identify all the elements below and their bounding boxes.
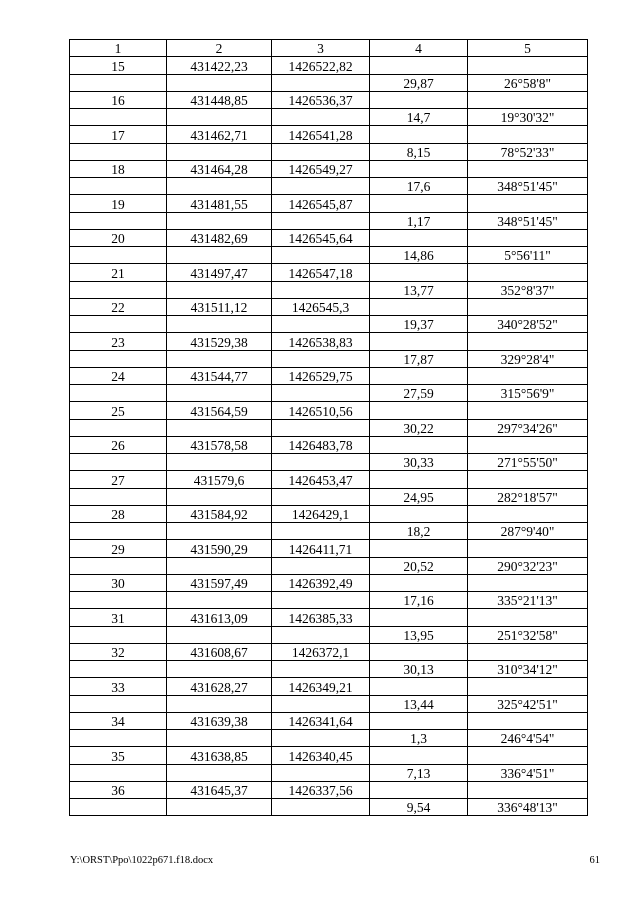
point-number-cell (70, 109, 167, 126)
point-number-cell (70, 799, 167, 816)
x-coordinate-cell: 431544,77 (167, 367, 272, 384)
y-coordinate-cell: 1426340,45 (272, 747, 370, 764)
distance-cell (370, 57, 468, 74)
x-coordinate-cell (167, 178, 272, 195)
x-coordinate-cell: 431464,28 (167, 160, 272, 177)
bearing-cell: 325°42'51" (468, 695, 588, 712)
table-row (70, 109, 588, 126)
point-number-cell: 19 (70, 195, 167, 212)
point-number-cell (70, 385, 167, 402)
distance-cell: 1,3 (370, 730, 468, 747)
y-coordinate-cell (272, 350, 370, 367)
table-row (70, 212, 588, 229)
table-row (70, 678, 588, 695)
x-coordinate-cell (167, 488, 272, 505)
y-coordinate-cell: 1426547,18 (272, 264, 370, 281)
point-number-cell: 35 (70, 747, 167, 764)
x-coordinate-cell: 431578,58 (167, 436, 272, 453)
x-coordinate-cell (167, 799, 272, 816)
point-number-cell: 15 (70, 57, 167, 74)
distance-cell: 13,77 (370, 281, 468, 298)
point-number-cell (70, 247, 167, 264)
table-row (70, 160, 588, 177)
distance-cell (370, 402, 468, 419)
table-row (70, 523, 588, 540)
bearing-cell: 348°51'45" (468, 212, 588, 229)
y-coordinate-cell (272, 212, 370, 229)
distance-cell (370, 160, 468, 177)
bearing-cell (468, 574, 588, 591)
x-coordinate-cell (167, 316, 272, 333)
point-number-cell (70, 695, 167, 712)
y-coordinate-cell: 1426545,87 (272, 195, 370, 212)
distance-cell: 24,95 (370, 488, 468, 505)
point-number-cell: 21 (70, 264, 167, 281)
point-number-cell: 27 (70, 471, 167, 488)
table-row (70, 402, 588, 419)
y-coordinate-cell (272, 488, 370, 505)
table-row (70, 505, 588, 522)
x-coordinate-cell: 431462,71 (167, 126, 272, 143)
distance-cell: 13,44 (370, 695, 468, 712)
y-coordinate-cell: 1426385,33 (272, 609, 370, 626)
x-coordinate-cell: 431564,59 (167, 402, 272, 419)
x-coordinate-cell (167, 74, 272, 91)
y-coordinate-cell: 1426392,49 (272, 574, 370, 591)
bearing-cell (468, 195, 588, 212)
x-coordinate-cell (167, 419, 272, 436)
distance-cell (370, 367, 468, 384)
x-coordinate-cell (167, 454, 272, 471)
bearing-cell (468, 160, 588, 177)
y-coordinate-cell (272, 695, 370, 712)
table-row (70, 74, 588, 91)
distance-cell: 1,17 (370, 212, 468, 229)
distance-cell (370, 471, 468, 488)
table-row (70, 298, 588, 315)
point-number-cell: 24 (70, 367, 167, 384)
table-row (70, 747, 588, 764)
point-number-cell: 16 (70, 91, 167, 108)
x-coordinate-cell (167, 109, 272, 126)
point-number-cell (70, 281, 167, 298)
bearing-cell (468, 57, 588, 74)
point-number-cell: 33 (70, 678, 167, 695)
y-coordinate-cell (272, 730, 370, 747)
bearing-cell (468, 471, 588, 488)
y-coordinate-cell: 1426545,3 (272, 298, 370, 315)
distance-cell: 18,2 (370, 523, 468, 540)
footer-page-number: 61 (589, 855, 600, 866)
point-number-cell (70, 557, 167, 574)
distance-cell (370, 264, 468, 281)
bearing-cell (468, 333, 588, 350)
y-coordinate-cell: 1426549,27 (272, 160, 370, 177)
table-row (70, 557, 588, 574)
header-cell-1: 1 (70, 40, 167, 57)
distance-cell: 19,37 (370, 316, 468, 333)
x-coordinate-cell (167, 695, 272, 712)
x-coordinate-cell: 431511,12 (167, 298, 272, 315)
point-number-cell: 34 (70, 712, 167, 729)
y-coordinate-cell: 1426372,1 (272, 643, 370, 660)
bearing-cell: 251°32'58" (468, 626, 588, 643)
table-row (70, 385, 588, 402)
table-row (70, 471, 588, 488)
distance-cell: 30,33 (370, 454, 468, 471)
x-coordinate-cell: 431639,38 (167, 712, 272, 729)
distance-cell (370, 229, 468, 246)
header-cell-3: 3 (272, 40, 370, 57)
point-number-cell: 22 (70, 298, 167, 315)
distance-cell: 30,22 (370, 419, 468, 436)
distance-cell: 14,86 (370, 247, 468, 264)
bearing-cell (468, 91, 588, 108)
bearing-cell: 352°8'37" (468, 281, 588, 298)
table-body (70, 40, 588, 816)
distance-cell: 17,6 (370, 178, 468, 195)
table-row (70, 695, 588, 712)
y-coordinate-cell (272, 626, 370, 643)
distance-cell (370, 91, 468, 108)
distance-cell (370, 505, 468, 522)
bearing-cell: 26°58'8" (468, 74, 588, 91)
distance-cell: 27,59 (370, 385, 468, 402)
distance-cell: 9,54 (370, 799, 468, 816)
point-number-cell: 30 (70, 574, 167, 591)
x-coordinate-cell (167, 385, 272, 402)
y-coordinate-cell: 1426529,75 (272, 367, 370, 384)
table-row (70, 419, 588, 436)
table-row (70, 781, 588, 798)
y-coordinate-cell: 1426341,64 (272, 712, 370, 729)
table-row (70, 643, 588, 660)
y-coordinate-cell (272, 178, 370, 195)
y-coordinate-cell: 1426545,64 (272, 229, 370, 246)
table-row (70, 799, 588, 816)
x-coordinate-cell (167, 350, 272, 367)
x-coordinate-cell: 431628,27 (167, 678, 272, 695)
table-row (70, 454, 588, 471)
y-coordinate-cell (272, 74, 370, 91)
x-coordinate-cell: 431422,23 (167, 57, 272, 74)
point-number-cell (70, 316, 167, 333)
x-coordinate-cell (167, 212, 272, 229)
y-coordinate-cell (272, 523, 370, 540)
point-number-cell (70, 626, 167, 643)
x-coordinate-cell (167, 592, 272, 609)
y-coordinate-cell (272, 454, 370, 471)
bearing-cell: 335°21'13" (468, 592, 588, 609)
table-row (70, 626, 588, 643)
bearing-cell (468, 712, 588, 729)
bearing-cell: 297°34'26" (468, 419, 588, 436)
y-coordinate-cell: 1426522,82 (272, 57, 370, 74)
x-coordinate-cell: 431590,29 (167, 540, 272, 557)
bearing-cell: 348°51'45" (468, 178, 588, 195)
bearing-cell: 336°4'51" (468, 764, 588, 781)
y-coordinate-cell: 1426536,37 (272, 91, 370, 108)
point-number-cell: 36 (70, 781, 167, 798)
bearing-cell (468, 643, 588, 660)
point-number-cell (70, 74, 167, 91)
table-row (70, 195, 588, 212)
table-row (70, 264, 588, 281)
point-number-cell (70, 419, 167, 436)
y-coordinate-cell: 1426337,56 (272, 781, 370, 798)
table-row (70, 764, 588, 781)
y-coordinate-cell (272, 247, 370, 264)
distance-cell (370, 609, 468, 626)
bearing-cell (468, 298, 588, 315)
x-coordinate-cell: 431497,47 (167, 264, 272, 281)
table-row (70, 609, 588, 626)
bearing-cell: 336°48'13" (468, 799, 588, 816)
table-row (70, 540, 588, 557)
point-number-cell: 28 (70, 505, 167, 522)
bearing-cell: 271°55'50" (468, 454, 588, 471)
table-row (70, 367, 588, 384)
table-row (70, 229, 588, 246)
point-number-cell: 25 (70, 402, 167, 419)
y-coordinate-cell (272, 109, 370, 126)
point-number-cell (70, 730, 167, 747)
x-coordinate-cell: 431638,85 (167, 747, 272, 764)
bearing-cell: 5°56'11" (468, 247, 588, 264)
y-coordinate-cell: 1426349,21 (272, 678, 370, 695)
point-number-cell: 23 (70, 333, 167, 350)
distance-cell (370, 298, 468, 315)
bearing-cell: 310°34'12" (468, 661, 588, 678)
distance-cell: 17,87 (370, 350, 468, 367)
point-number-cell: 32 (70, 643, 167, 660)
y-coordinate-cell (272, 764, 370, 781)
point-number-cell (70, 661, 167, 678)
header-cell-5: 5 (468, 40, 588, 57)
point-number-cell (70, 350, 167, 367)
distance-cell: 20,52 (370, 557, 468, 574)
bearing-cell (468, 609, 588, 626)
y-coordinate-cell: 1426510,56 (272, 402, 370, 419)
x-coordinate-cell (167, 661, 272, 678)
point-number-cell (70, 143, 167, 160)
table-row (70, 730, 588, 747)
x-coordinate-cell (167, 281, 272, 298)
bearing-cell: 315°56'9" (468, 385, 588, 402)
bearing-cell (468, 367, 588, 384)
distance-cell: 14,7 (370, 109, 468, 126)
x-coordinate-cell (167, 764, 272, 781)
table-row (70, 143, 588, 160)
distance-cell (370, 436, 468, 453)
distance-cell (370, 747, 468, 764)
y-coordinate-cell (272, 316, 370, 333)
header-cell-2: 2 (167, 40, 272, 57)
bearing-cell (468, 126, 588, 143)
point-number-cell: 26 (70, 436, 167, 453)
x-coordinate-cell: 431448,85 (167, 91, 272, 108)
table-row (70, 436, 588, 453)
distance-cell: 13,95 (370, 626, 468, 643)
table-row (70, 178, 588, 195)
table-row (70, 592, 588, 609)
distance-cell (370, 678, 468, 695)
x-coordinate-cell: 431608,67 (167, 643, 272, 660)
point-number-cell (70, 523, 167, 540)
bearing-cell: 329°28'4" (468, 350, 588, 367)
distance-cell (370, 540, 468, 557)
y-coordinate-cell: 1426538,83 (272, 333, 370, 350)
distance-cell (370, 574, 468, 591)
x-coordinate-cell: 431597,49 (167, 574, 272, 591)
y-coordinate-cell (272, 419, 370, 436)
y-coordinate-cell: 1426453,47 (272, 471, 370, 488)
distance-cell (370, 195, 468, 212)
y-coordinate-cell (272, 592, 370, 609)
bearing-cell (468, 747, 588, 764)
point-number-cell (70, 764, 167, 781)
bearing-cell (468, 540, 588, 557)
point-number-cell (70, 212, 167, 229)
point-number-cell (70, 488, 167, 505)
x-coordinate-cell (167, 523, 272, 540)
x-coordinate-cell (167, 626, 272, 643)
table-header-row (70, 40, 588, 57)
table-row (70, 661, 588, 678)
y-coordinate-cell: 1426411,71 (272, 540, 370, 557)
table-row (70, 281, 588, 298)
y-coordinate-cell (272, 281, 370, 298)
table-row (70, 333, 588, 350)
distance-cell (370, 126, 468, 143)
y-coordinate-cell (272, 385, 370, 402)
table-row (70, 126, 588, 143)
bearing-cell: 246°4'54" (468, 730, 588, 747)
point-number-cell (70, 454, 167, 471)
footer-file-path: Y:\ORST\Ppo\1022p671.f18.docx (70, 855, 214, 866)
bearing-cell (468, 436, 588, 453)
x-coordinate-cell (167, 247, 272, 264)
x-coordinate-cell: 431481,55 (167, 195, 272, 212)
header-cell-4: 4 (370, 40, 468, 57)
y-coordinate-cell: 1426483,78 (272, 436, 370, 453)
x-coordinate-cell: 431482,69 (167, 229, 272, 246)
table-row (70, 488, 588, 505)
bearing-cell: 290°32'23" (468, 557, 588, 574)
bearing-cell (468, 402, 588, 419)
x-coordinate-cell (167, 557, 272, 574)
y-coordinate-cell (272, 799, 370, 816)
x-coordinate-cell (167, 730, 272, 747)
distance-cell: 8,15 (370, 143, 468, 160)
point-number-cell (70, 178, 167, 195)
bearing-cell: 282°18'57" (468, 488, 588, 505)
coordinates-table (69, 39, 588, 816)
x-coordinate-cell: 431613,09 (167, 609, 272, 626)
point-number-cell: 18 (70, 160, 167, 177)
distance-cell (370, 712, 468, 729)
x-coordinate-cell (167, 143, 272, 160)
table-row (70, 57, 588, 74)
point-number-cell: 31 (70, 609, 167, 626)
bearing-cell (468, 678, 588, 695)
distance-cell: 7,13 (370, 764, 468, 781)
point-number-cell: 20 (70, 229, 167, 246)
bearing-cell: 78°52'33" (468, 143, 588, 160)
table-row (70, 574, 588, 591)
point-number-cell: 17 (70, 126, 167, 143)
y-coordinate-cell (272, 661, 370, 678)
bearing-cell (468, 781, 588, 798)
table-row (70, 316, 588, 333)
bearing-cell: 19°30'32" (468, 109, 588, 126)
point-number-cell (70, 592, 167, 609)
y-coordinate-cell: 1426541,28 (272, 126, 370, 143)
table-row (70, 350, 588, 367)
bearing-cell (468, 264, 588, 281)
distance-cell: 17,16 (370, 592, 468, 609)
x-coordinate-cell: 431529,38 (167, 333, 272, 350)
x-coordinate-cell: 431645,37 (167, 781, 272, 798)
distance-cell (370, 643, 468, 660)
x-coordinate-cell: 431579,6 (167, 471, 272, 488)
bearing-cell: 340°28'52" (468, 316, 588, 333)
y-coordinate-cell: 1426429,1 (272, 505, 370, 522)
bearing-cell: 287°9'40" (468, 523, 588, 540)
y-coordinate-cell (272, 557, 370, 574)
distance-cell: 29,87 (370, 74, 468, 91)
table-row (70, 247, 588, 264)
distance-cell: 30,13 (370, 661, 468, 678)
table-row (70, 712, 588, 729)
bearing-cell (468, 229, 588, 246)
point-number-cell: 29 (70, 540, 167, 557)
distance-cell (370, 333, 468, 350)
x-coordinate-cell: 431584,92 (167, 505, 272, 522)
y-coordinate-cell (272, 143, 370, 160)
bearing-cell (468, 505, 588, 522)
table-row (70, 91, 588, 108)
distance-cell (370, 781, 468, 798)
